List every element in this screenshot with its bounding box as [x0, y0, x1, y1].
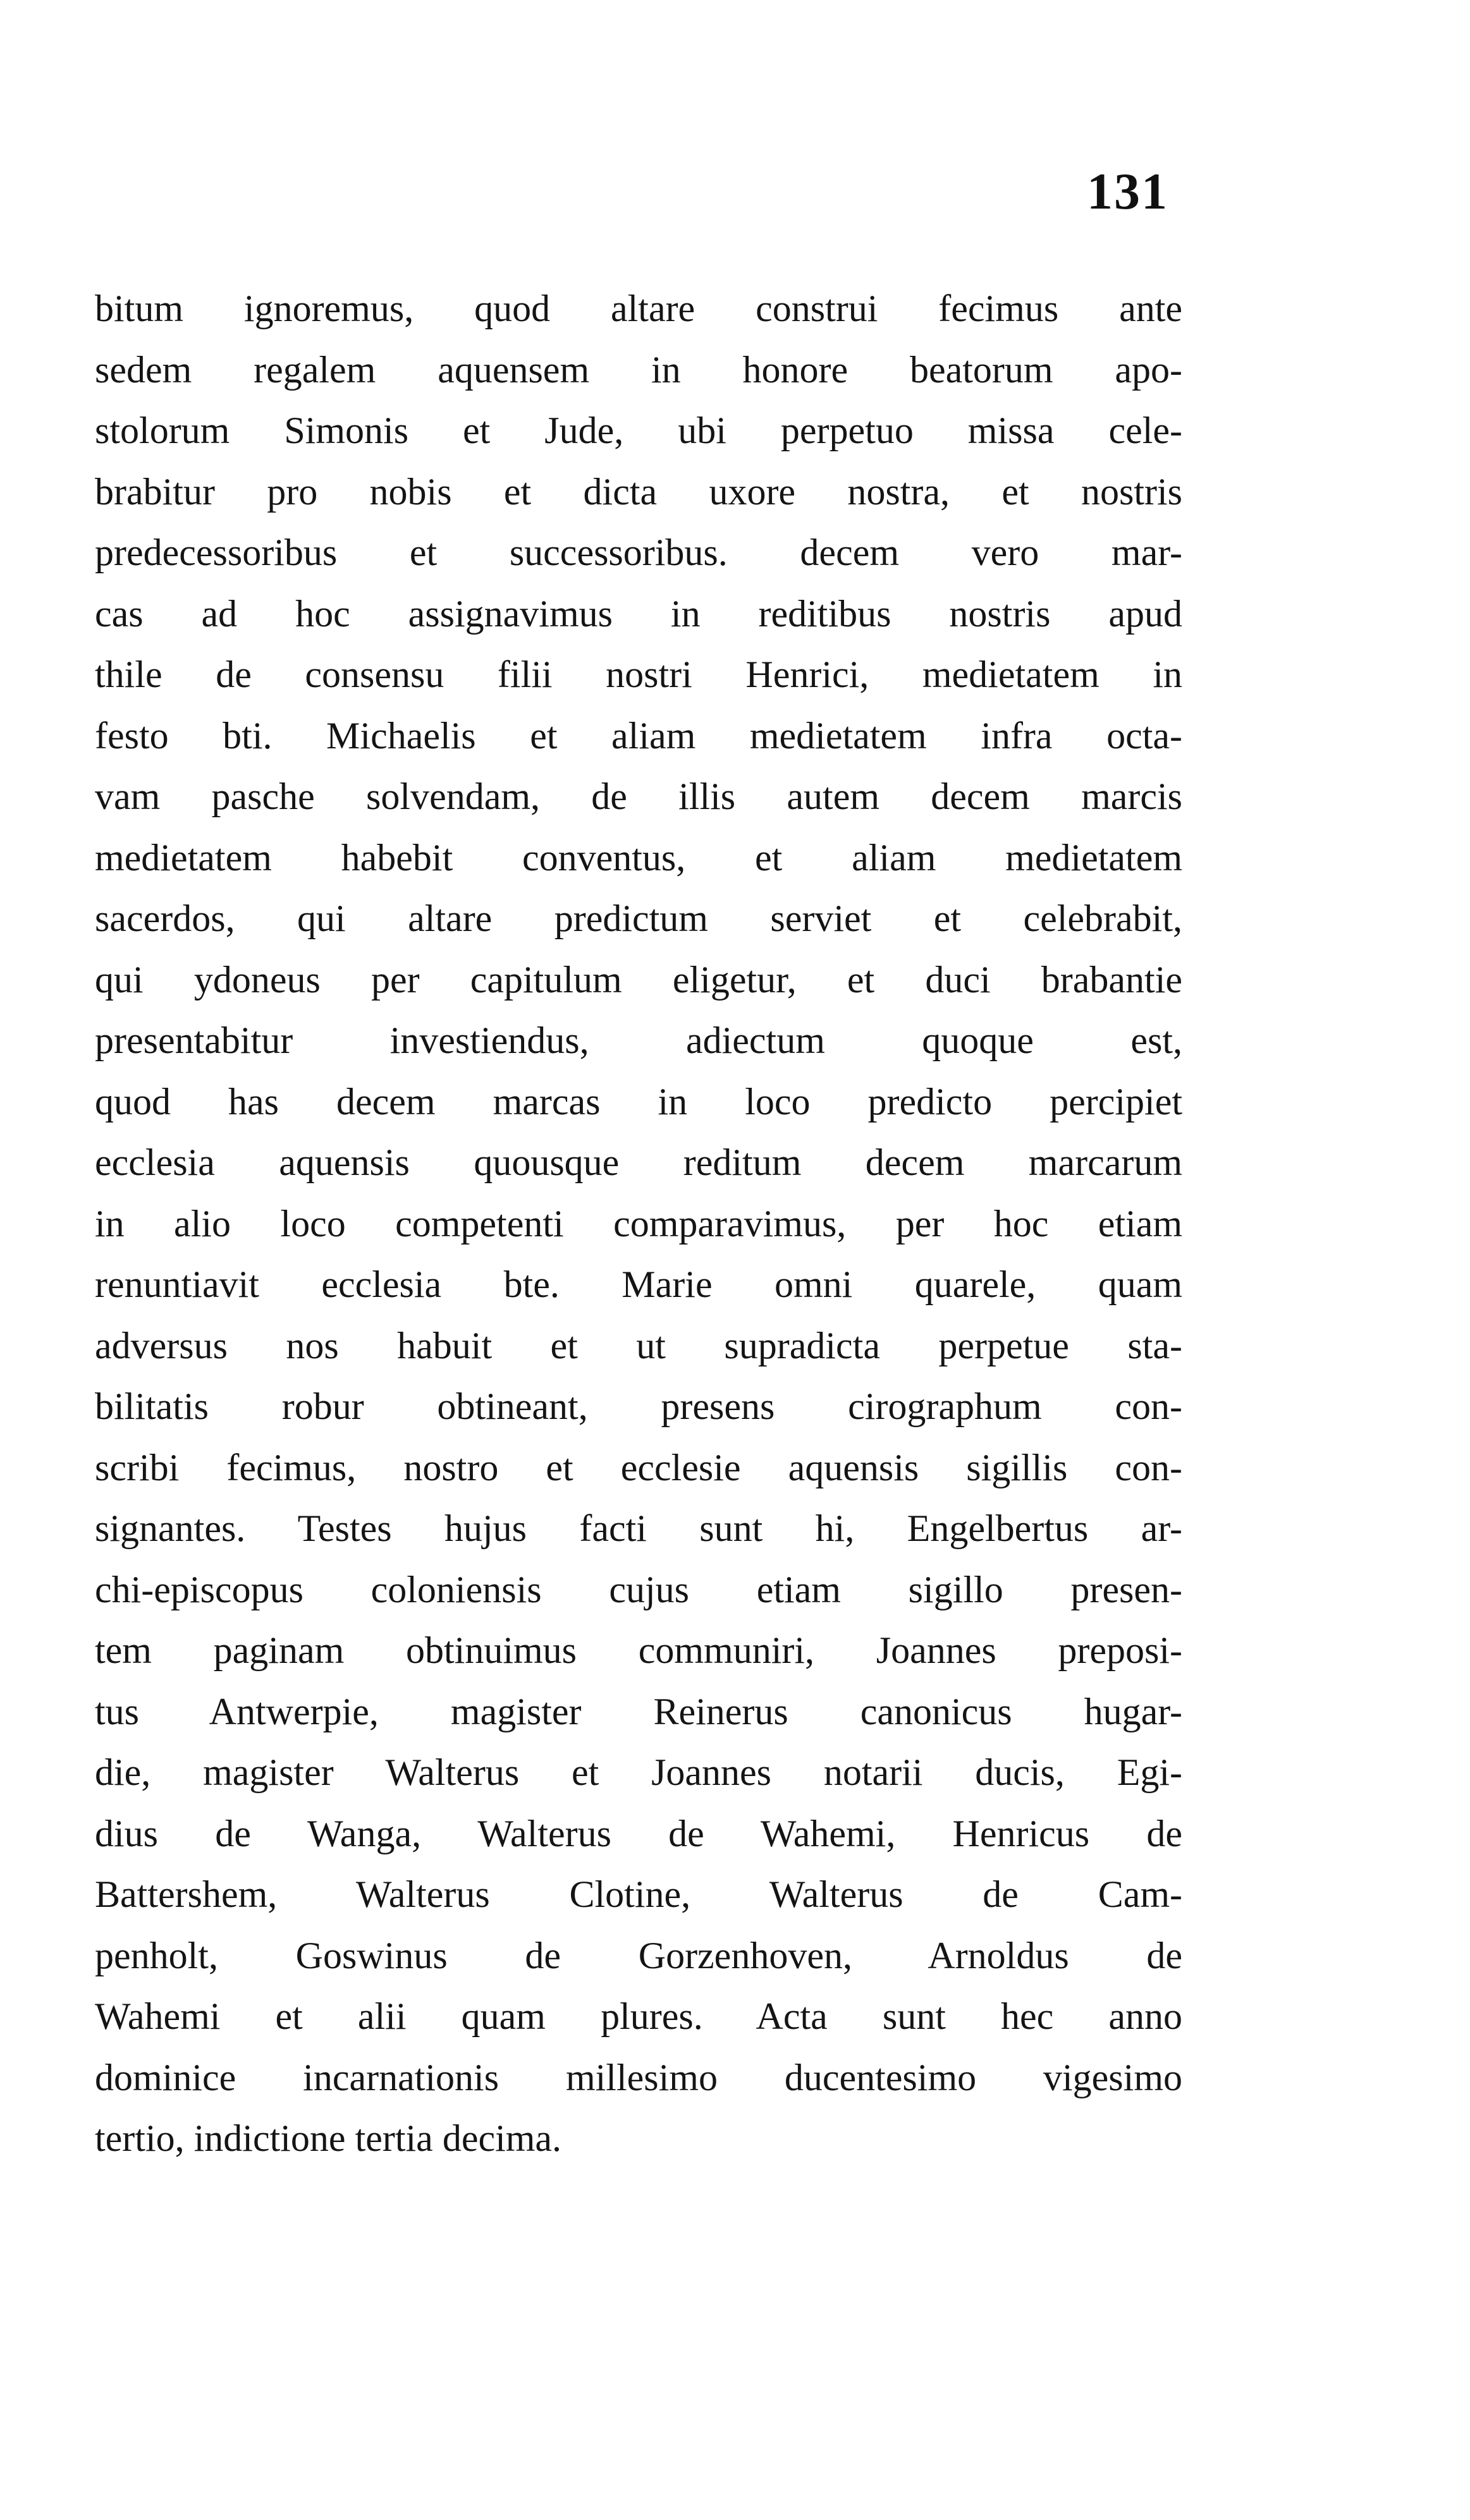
text-line: scribi fecimus, nostro et ecclesie aquensis sigillis con-	[95, 1446, 1182, 1488]
text-line: tus Antwerpie, magister Reinerus canonicus hugar-	[95, 1690, 1182, 1732]
text-line: adversus nos habuit et ut supradicta perpetue sta-	[95, 1324, 1182, 1367]
text-line: Wahemi et alii quam plures. Acta sunt hec anno	[95, 1995, 1182, 2037]
text-line: thile de consensu filii nostri Henrici, medietatem in	[95, 654, 1182, 695]
text-line: chi-episcopus coloniensis cujus etiam sigillo presen-	[95, 1568, 1182, 1610]
text-line: qui ydoneus per capitulum eligetur, et duci brabantie	[95, 958, 1182, 1001]
text-line: brabitur pro nobis et dicta uxore nostra, et nostris	[95, 470, 1182, 513]
text-line: renuntiavit ecclesia bte. Marie omni quarele, quam	[95, 1263, 1182, 1305]
text-line: Battershem, Walterus Clotine, Walterus de Cam-	[95, 1873, 1182, 1915]
text-line: medietatem habebit conventus, et aliam medietatem	[95, 836, 1182, 879]
text-line: in alio loco competenti comparavimus, per hoc etiam	[95, 1202, 1182, 1245]
text-line: cas ad hoc assignavimus in reditibus nostris apud	[95, 592, 1182, 635]
text-line: tem paginam obtinuimus communiri, Joannes preposi-	[95, 1629, 1182, 1671]
text-line: ecclesia aquensis quousque reditum decem marcarum	[95, 1141, 1182, 1183]
text-line: bilitatis robur obtineant, presens cirographum con-	[95, 1385, 1182, 1427]
text-line: stolorum Simonis et Jude, ubi perpetuo missa cele-	[95, 410, 1182, 451]
text-line: vam pasche solvendam, de illis autem decem marcis	[95, 776, 1182, 817]
text-line: dius de Wanga, Walterus de Wahemi, Henricus de	[95, 1812, 1182, 1854]
text-line: presentabitur investiendus, adiectum quoque est,	[95, 1020, 1182, 1061]
text-line: dominice incarnationis millesimo ducentesimo vigesimo	[95, 2056, 1182, 2098]
body-text	[95, 278, 1182, 2169]
text-line: bitum ignoremus, quod altare construi fecimus ante	[95, 288, 1182, 329]
text-line: penholt, Goswinus de Gorzenhoven, Arnoldus de	[95, 1934, 1182, 1976]
text-line-last: tertio, indictione tertia decima.	[95, 2117, 562, 2159]
text-line: sacerdos, qui altare predictum serviet et celebrabit,	[95, 898, 1182, 939]
text-line: sedem regalem aquensem in honore beatorum apo-	[95, 348, 1182, 391]
page-number: 131	[1087, 162, 1168, 220]
text-line: signantes. Testes hujus facti sunt hi, Engelbertus ar-	[95, 1507, 1182, 1549]
text-line: festo bti. Michaelis et aliam medietatem infra octa-	[95, 714, 1182, 757]
text-line: quod has decem marcas in loco predicto percipiet	[95, 1080, 1182, 1123]
text-line: predecessoribus et successoribus. decem vero mar-	[95, 532, 1182, 573]
text-line: die, magister Walterus et Joannes notarii ducis, Egi-	[95, 1751, 1182, 1793]
